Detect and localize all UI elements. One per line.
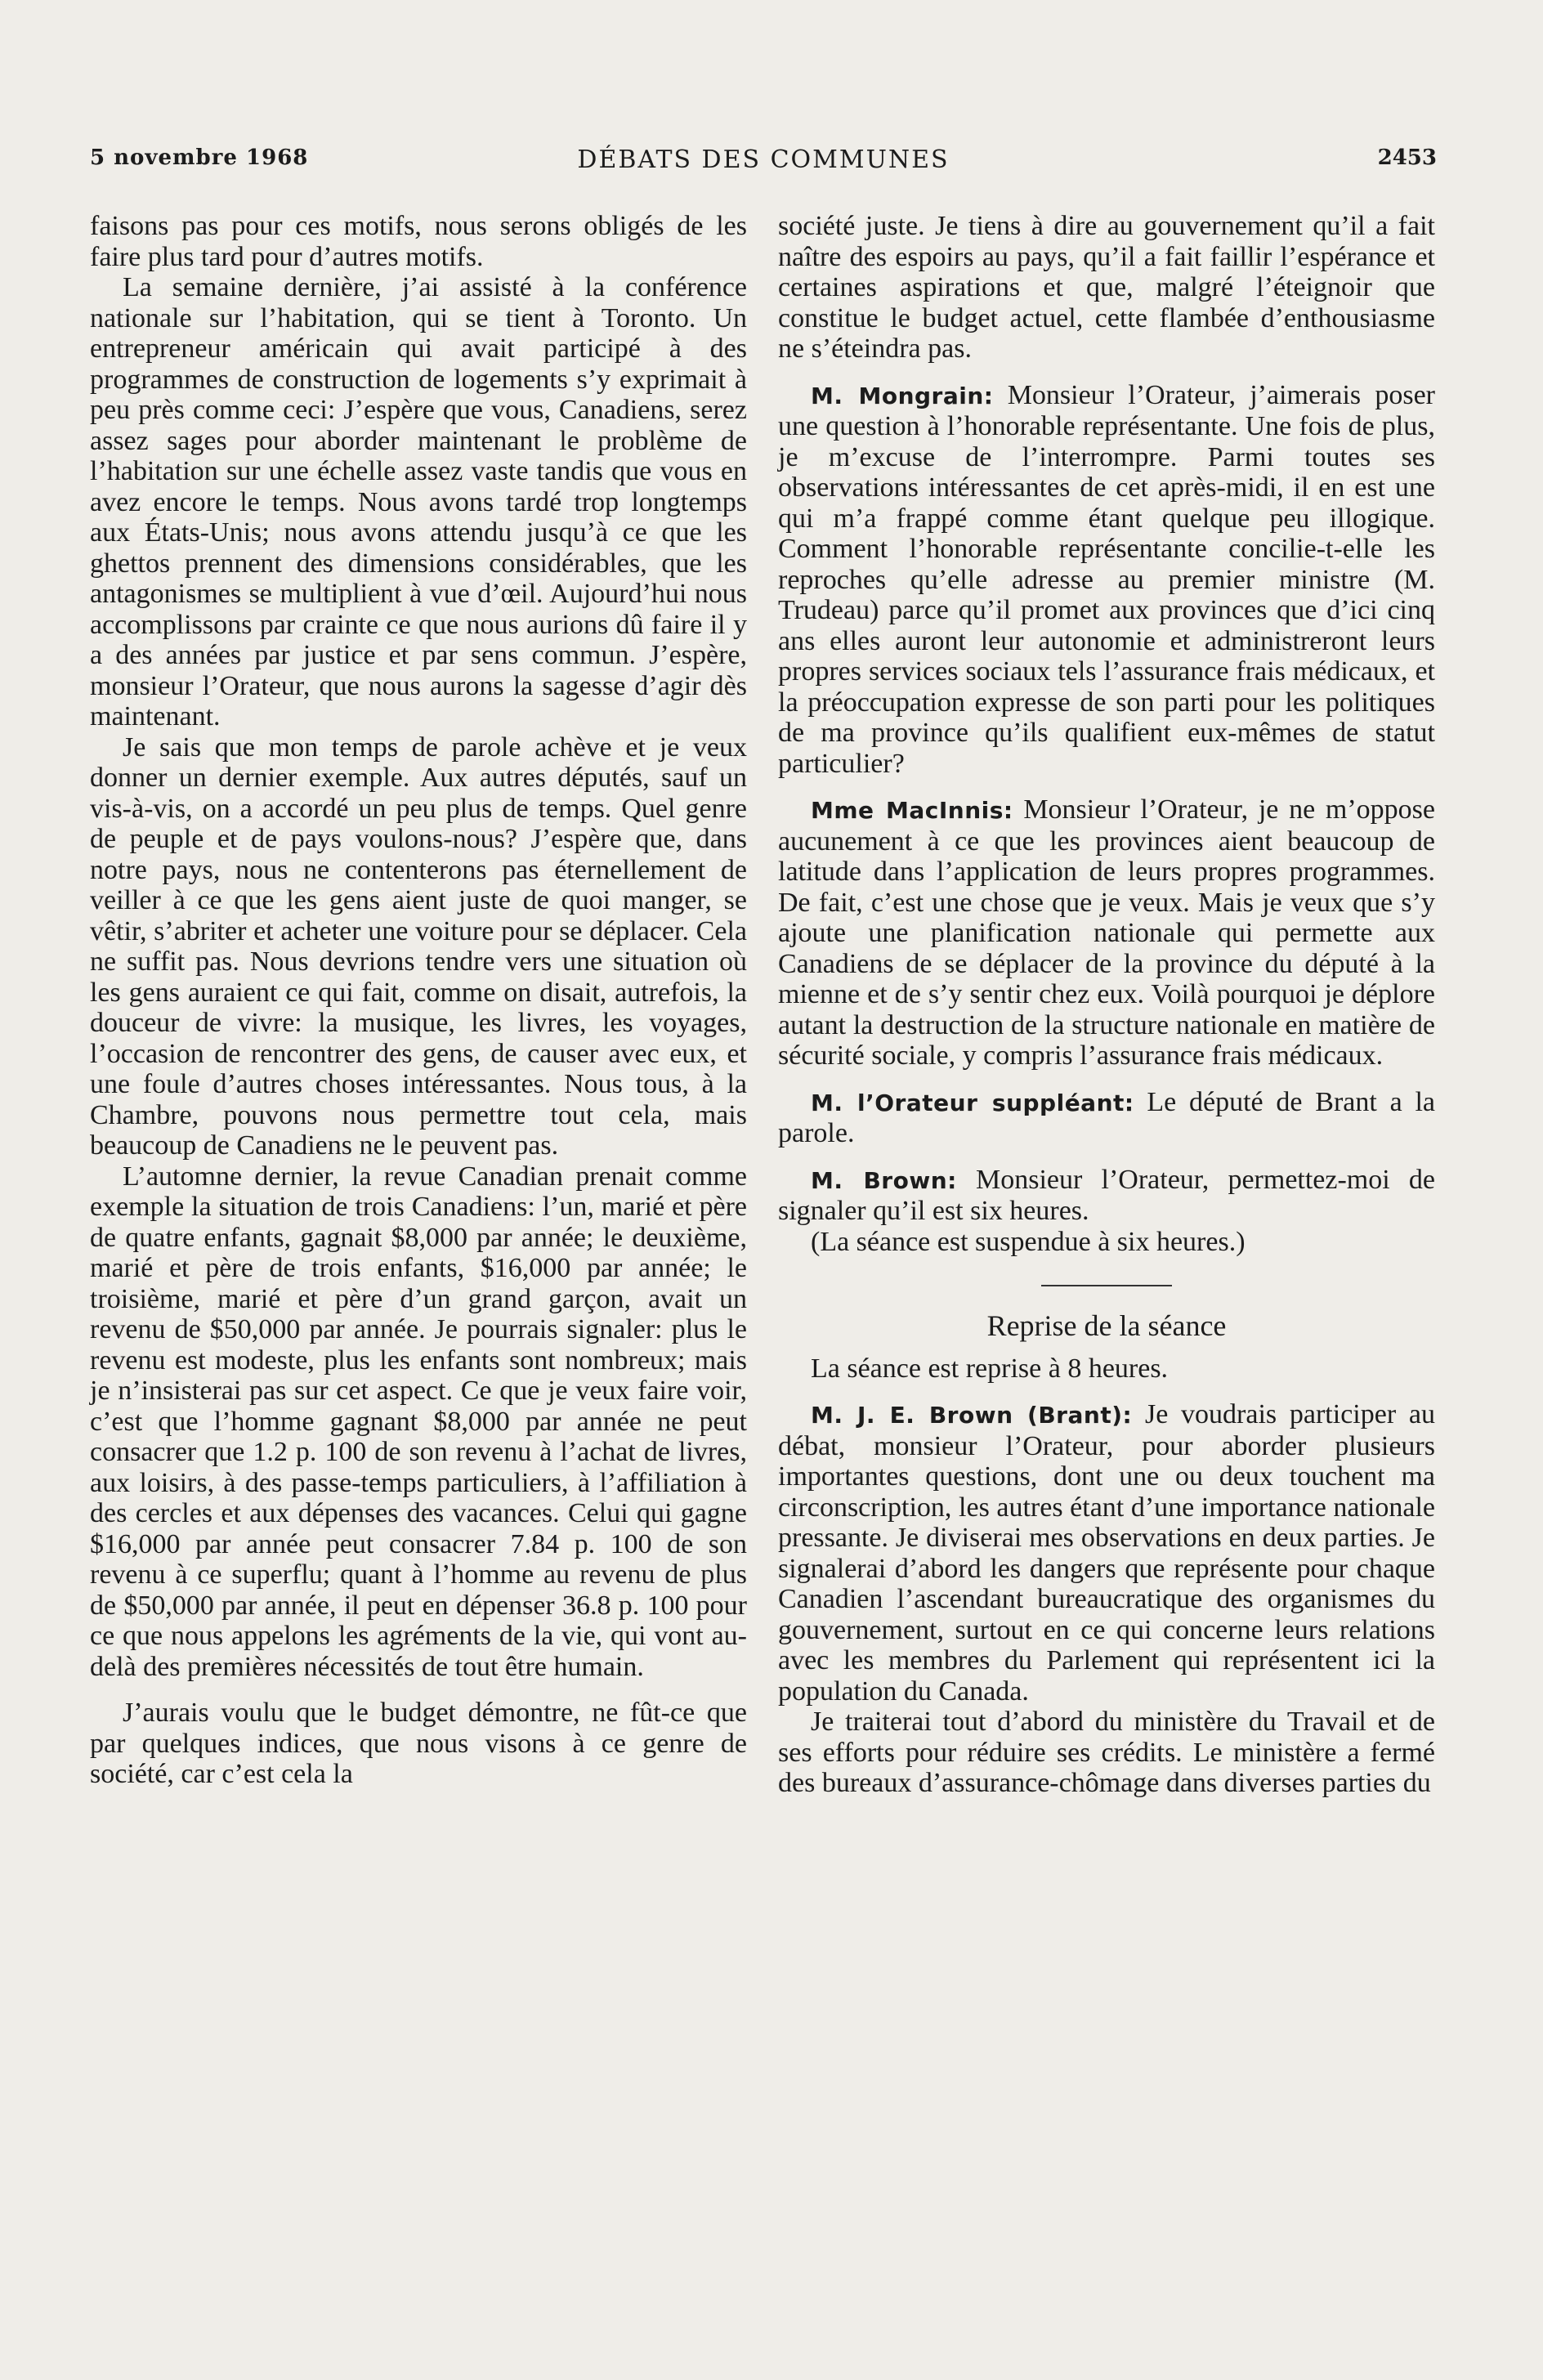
paragraph: L’automne dernier, la revue Canadian prenait comme exemple la situation de trois Canadiens: l’un, marié et père de quatre enfants, gagnait $8,000 par année; le deuxième, marié et père de trois enfants, $16,000 par année; le troisième, marié et père d’un grand garçon, avait un revenu de $50,000 par année. Je pourrais signaler: plus le revenu est modeste, plus les enfants sont nombreux; mais je n’insisterai pas sur cet aspect. Ce que je veux faire voir, c’est que l’homme gagnant $8,000 par année ne peut consacrer que 1.2 p. 100 de son revenu à l’achat de livres, aux loisirs, à des passe-temps particuliers, à l’affiliation à des cercles et aux dépenses des vacances. Celui qui gagne $16,000 par année peut consacrer 7.84 p. 100 de son revenu à ce superflu; quant à l’homme au revenu de plus de $50,000 par année, il peut en dépenser 36.8 p. 100 pour ce que nous appelons les agréments de la vie, qui vont au-delà des premières nécessités de tout être humain.: [90, 1161, 747, 1682]
speech-text: Je voudrais participer au débat, monsieur l’Orateur, pour aborder plusieurs importantes questions, dont une ou deux touchent ma circonscription, les autres étant d’une importance nationale pressante. Je diviserai mes observations en deux parties. Je signalerai d’abord les dangers que représente pour chaque Canadien l’ascendant bureaucratique des organismes du gouvernement, surtout en ce qui concerne leurs relations avec les membres du Parlement qui représentent ici la population du Canada.: [778, 1399, 1436, 1707]
speaker-name: M. Brown:: [811, 1166, 957, 1194]
speech-text: Le député de Brant a la parole.: [778, 1086, 1435, 1148]
paragraph: société juste. Je tiens à dire au gouvernement qu’il a fait naître des espoirs au pays, qu’il a fait faillir l’espérance et certaines aspirations et que, malgré l’éteignoir que constitue le budget actuel, cette flambée d’enthousiasme ne s’éteindra pas.: [778, 211, 1435, 364]
speaker-paragraph: [778, 1165, 1435, 1227]
speaker-paragraph: [778, 1087, 1435, 1149]
speaker-name: M. Mongrain:: [811, 382, 994, 409]
paragraph: Je sais que mon temps de parole achève et je veux donner un dernier exemple. Aux autres députés, sauf un vis-à-vis, on a accordé un peu plus de temps. Quel genre de peuple et de pays voulons-nous? J’espère que, dans notre pays, nous ne contenterons pas éternellement de veiller à ce que les gens aient juste de quoi manger, se vêtir, s’abriter et acheter une voiture pour se déplacer. Cela ne suffit pas. Nous devrions tendre vers une situation où les gens auraient ce qui fait, comme on disait, autrefois, la douceur de vivre: la musique, les livres, les voyages, l’occasion de rencontrer des gens, de causer avec eux, et une foule d’autres choses intéressantes. Nous tous, à la Chambre, pouvons nous permettre tout cela, mais beaucoup de Canadiens ne le peuvent pas.: [90, 731, 747, 1161]
section-divider: [1041, 1285, 1172, 1286]
suspension-note: (La séance est suspendue à six heures.): [811, 1226, 1246, 1257]
speaker-paragraph: [778, 794, 1435, 1071]
header-title: DÉBATS DES COMMUNES: [577, 145, 950, 174]
resumption-note: La séance est reprise à 8 heures.: [811, 1353, 1169, 1384]
page-number: 2453: [1377, 145, 1437, 170]
speaker-name: M. J. E. Brown (Brant):: [811, 1402, 1133, 1429]
header-date: 5 novembre 1968: [90, 145, 309, 170]
speech-text: Monsieur l’Orateur, je ne m’oppose aucunement à ce que les provinces aient beaucoup de latitude dans l’application de leurs propres programmes. De fait, c’est une chose que je veux. Mais je veux que s’y ajoute une planification nationale qui permette aux Canadiens de se déplacer de la province du député à la mienne et de s’y sentir chez eux. Voilà pourquoi je déplore autant la destruction de la structure nationale en matière de sécurité sociale, y compris l’assurance frais médicaux.: [778, 794, 1435, 1071]
speaker-paragraph: [778, 380, 1435, 780]
paragraph: La semaine dernière, j’ai assisté à la conférence nationale sur l’habitation, qui se tient à Toronto. Un entrepreneur américain qui avait participé à des programmes de construction de logements s’y exprimait à peu près comme ceci: J’espère que vous, Canadiens, serez assez sages pour aborder maintenant le problème de l’habitation sur une échelle assez vaste tandis que vous en avez encore le temps. Nous avons tardé trop longtemps aux États-Unis; nous avons attendu jusqu’à ce que les ghettos prennent des dimensions considérables, que les antagonismes se multiplient à vue d’œil. Aujourd’hui nous accomplissons par crainte ce que nous aurions dû faire il y a des années par justice et par sens commun. J’espère, monsieur l’Orateur, que nous aurons la sagesse d’agir dès maintenant.: [90, 272, 747, 731]
speech-text: Monsieur l’Orateur, j’aimerais poser une question à l’honorable représentante. Une fois de plus, je m’excuse de l’interrompre. Parmi toutes ses observations intéressantes de cet après-midi, il en est une qui m’a frappé comme étant quelque peu illogique. Comment l’honorable représentante concilie-t-elle les reproches qu’elle adresse au premier ministre (M. Trudeau) parce qu’il promet aux provinces que d’ici cinq ans elles auront leur autonomie et administreront leurs propres services sociaux tels l’assurance frais médicaux, et la préoccupation expresse de son parti pour les politiques de ma province qu’ils qualifient eux-mêmes de statut particulier?: [778, 379, 1435, 779]
paragraph: J’aurais voulu que le budget démontre, ne fût-ce que par quelques indices, que nous visons à ce genre de société, car c’est cela la: [90, 1698, 747, 1789]
section-title: Reprise de la séance: [986, 1309, 1227, 1342]
speaker-name: M. l’Orateur suppléant:: [811, 1089, 1134, 1116]
right-column: [778, 211, 1435, 1799]
speaker-name: Mme MacInnis:: [811, 797, 1013, 824]
page-header: [90, 145, 1437, 178]
left-column: [90, 211, 747, 1790]
paragraph: faisons pas pour ces motifs, nous serons obligés de les faire plus tard pour d’autres motifs.: [90, 211, 747, 272]
speaker-paragraph: [778, 1399, 1435, 1707]
speech-text: Monsieur l’Orateur, permettez-moi de signaler qu’il est six heures.: [778, 1164, 1435, 1226]
paragraph: Je traiterai tout d’abord du ministère du Travail et de ses efforts pour réduire ses crédits. Le ministère a fermé des bureaux d’assurance-chômage dans diverses parties du: [778, 1707, 1435, 1798]
